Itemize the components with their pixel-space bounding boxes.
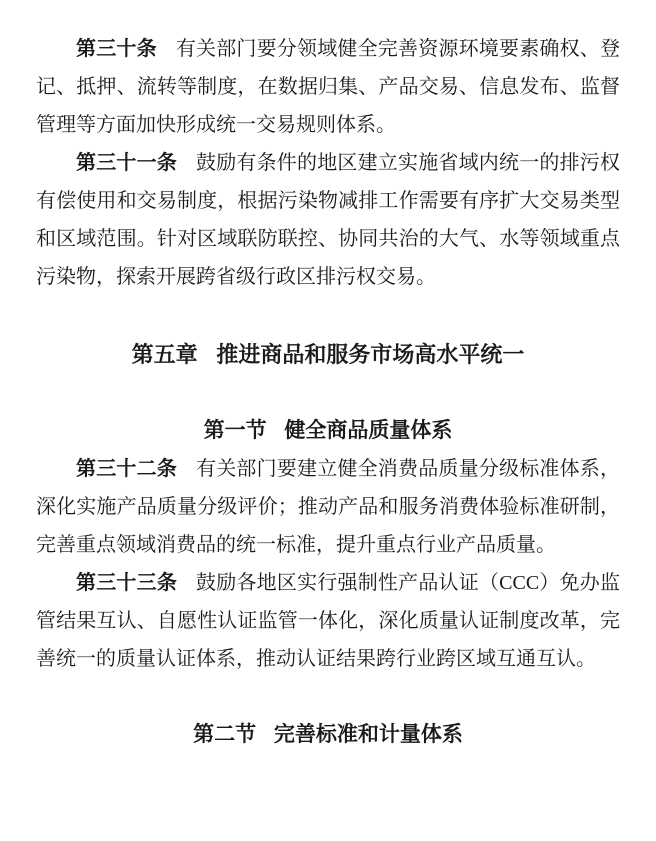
section-2-label: 第二节 bbox=[193, 723, 257, 746]
article-31-number: 第三十一条 bbox=[76, 152, 177, 174]
article-30-text: 有关部门要分领域健全完善资源环境要素确权、登记、抵押、流转等制度，在数据归集、产品交易、信息发布、监督管理等方面加快形成统一交易规则体系。 bbox=[36, 38, 621, 136]
article-33-paragraph bbox=[36, 564, 620, 678]
article-30-number: 第三十条 bbox=[76, 38, 157, 60]
chapter-5-label: 第五章 bbox=[131, 342, 198, 367]
section-1-heading bbox=[36, 412, 620, 450]
article-32-text: 有关部门要建立健全消费品质量分级标准体系，深化实施产品质量分级评价；推动产品和服务消费体验标准研制，完善重点领域消费品的统一标准，提升重点行业产品质量。 bbox=[36, 458, 620, 556]
section-2-title: 完善标准和计量体系 bbox=[273, 723, 463, 746]
section-1-title: 健全商品质量体系 bbox=[284, 419, 453, 442]
chapter-5-title: 推进商品和服务市场高水平统一 bbox=[216, 342, 525, 367]
article-31-text: 鼓励有条件的地区建立实施省域内统一的排污权有偿使用和交易制度，根据污染物减排工作需要有序扩大交易类型和区域范围。针对区域联防联控、协同共治的大气、水等领域重点污染物，探索开展跨省级行政区排污权交易。 bbox=[36, 152, 620, 288]
article-33-text: 鼓励各地区实行强制性产品认证（CCC）免办监管结果互认、自愿性认证监管一体化，深化质量认证制度改革，完善统一的质量认证体系，推动认证结果跨行业跨区域互通互认。 bbox=[36, 572, 620, 670]
article-31-paragraph bbox=[36, 144, 620, 296]
article-32-number: 第三十二条 bbox=[76, 458, 177, 480]
article-32-paragraph bbox=[36, 450, 620, 564]
section-1-label: 第一节 bbox=[203, 419, 267, 442]
section-2-heading bbox=[36, 716, 620, 754]
chapter-5-heading bbox=[36, 336, 620, 374]
article-30-paragraph bbox=[36, 30, 620, 144]
article-33-number: 第三十三条 bbox=[76, 572, 178, 594]
